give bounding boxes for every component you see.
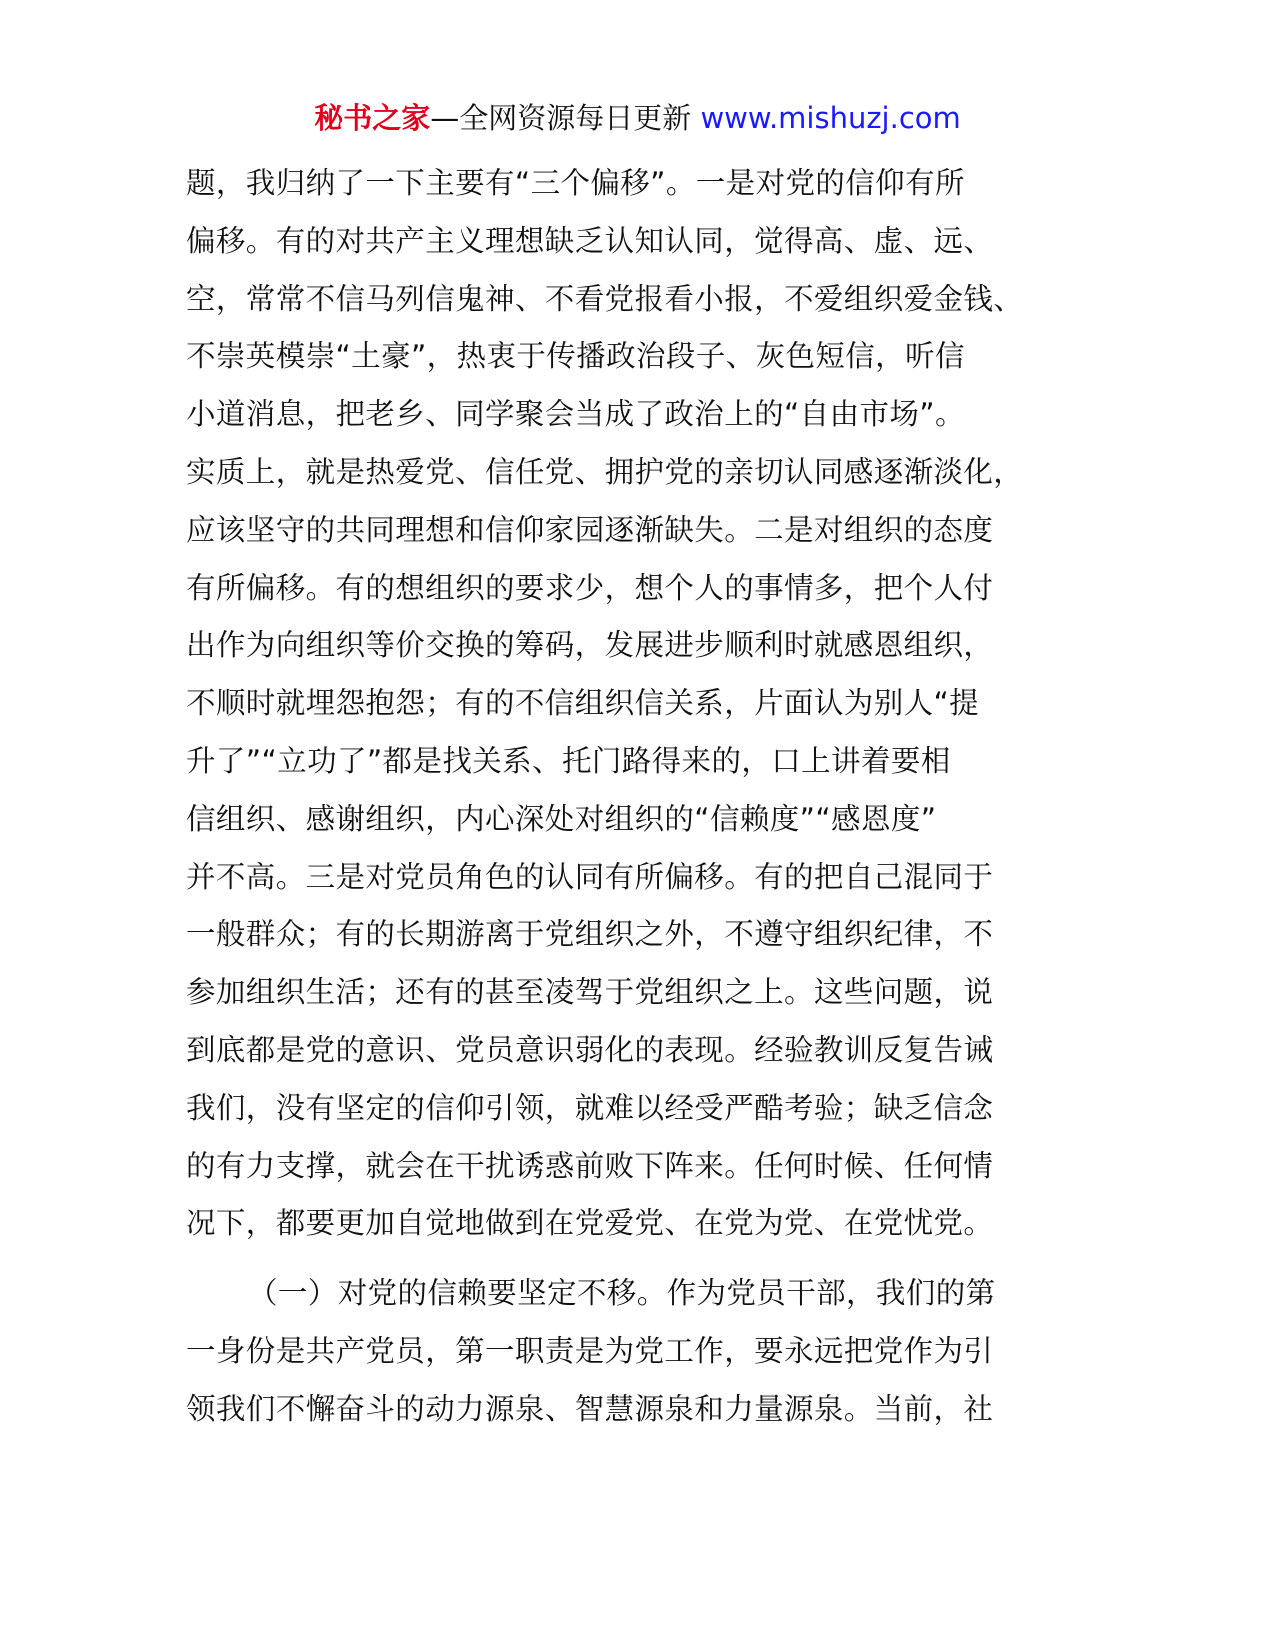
text-line: 出作为向组织等价交换的筹码，发展进步顺利时就感恩组织，	[186, 628, 994, 663]
document-body	[186, 155, 1106, 1439]
text-line: 领我们不懈奋斗的动力源泉、智慧源泉和力量源泉。当前，社	[186, 1391, 994, 1426]
text-line: 况下，都要更加自觉地做到在党爱党、在党为党、在党忧党。	[186, 1206, 994, 1241]
text-line: 参加组织生活；还有的甚至凌驾于党组织之上。这些问题，说	[186, 975, 994, 1010]
text-line: 信组织、感谢组织，内心深处对组织的“信赖度”“感恩度”	[186, 801, 937, 836]
text-line: 应该坚守的共同理想和信仰家园逐渐缺失。二是对组织的态度	[186, 512, 994, 547]
text-line: 偏移。有的对共产主义理想缺乏认知认同，觉得高、虚、远、	[186, 223, 994, 258]
text-line: 题，我归纳了一下主要有“三个偏移”。一是对党的信仰有所	[186, 166, 965, 200]
text-line: 一身份是共产党员，第一职责是为党工作，要永远把党作为引	[186, 1333, 994, 1368]
header-tagline: —全网资源每日更新	[430, 101, 701, 135]
text-line: 不顺时就埋怨抱怨；有的不信组织信关系，片面认为别人“提	[186, 686, 980, 721]
text-line: 并不高。三是对党员角色的认同有所偏移。有的把自己混同于	[186, 859, 994, 894]
text-line: 小道消息，把老乡、同学聚会当成了政治上的“自由市场”。	[186, 397, 965, 432]
text-line: 升了”“立功了”都是找关系、托门路得来的，口上讲着要相	[186, 743, 951, 778]
site-url-link[interactable]: www.mishuzj.com	[700, 101, 961, 135]
text-line: 有所偏移。有的想组织的要求少，想个人的事情多，把个人付	[186, 570, 994, 605]
text-line: 空，常常不信马列信鬼神、不看党报看小报，不爱组织爱金钱、	[186, 281, 1024, 316]
paragraph-first-line: （一）对党的信赖要坚定不移。作为党员干部，我们的第	[248, 1276, 996, 1311]
text-line: 不崇英模崇“土豪”，热衷于传播政治段子、灰色短信，听信	[186, 339, 965, 374]
text-line: 实质上，就是热爱党、信任党、拥护党的亲切认同感逐渐淡化，	[186, 454, 1024, 489]
brand-name: 秘书之家	[314, 101, 431, 135]
site-header	[0, 96, 1275, 140]
text-line: 到底都是党的意识、党员意识弱化的表现。经验教训反复告诫	[186, 1032, 994, 1067]
text-line: 一般群众；有的长期游离于党组织之外，不遵守组织纪律，不	[186, 917, 994, 952]
text-line: 的有力支撑，就会在干扰诱惑前败下阵来。任何时候、任何情	[186, 1148, 994, 1183]
text-line: 我们，没有坚定的信仰引领，就难以经受严酷考验；缺乏信念	[186, 1090, 994, 1125]
